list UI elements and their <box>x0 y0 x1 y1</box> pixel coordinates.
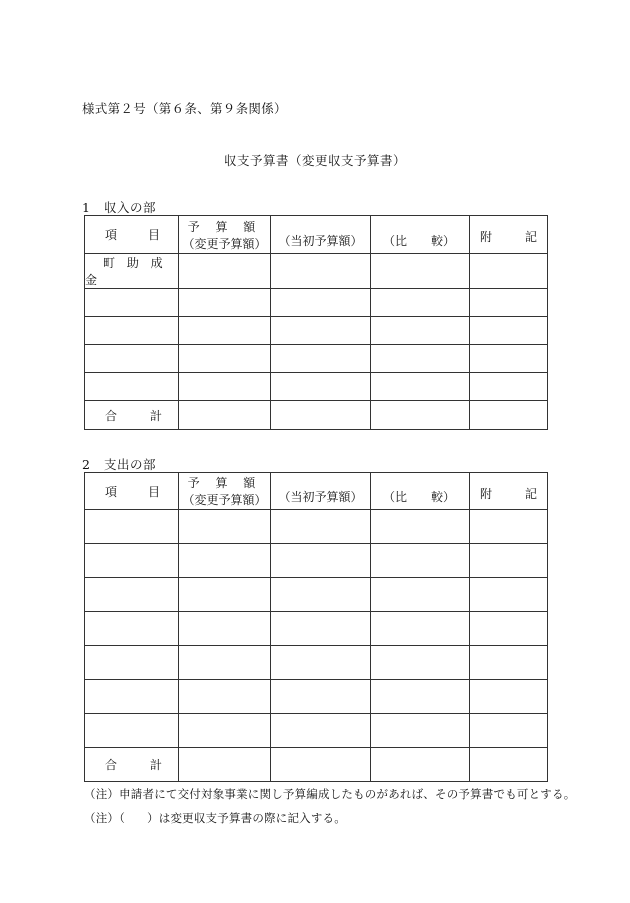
expense-cell[interactable] <box>271 578 371 612</box>
expense-cell[interactable] <box>371 646 470 680</box>
header-comparison: （比 較） <box>371 473 470 510</box>
header-original-budget: （当初予算額） <box>271 216 371 254</box>
expense-cell[interactable] <box>271 612 371 646</box>
income-section-heading <box>82 198 156 216</box>
income-cell[interactable] <box>179 317 271 345</box>
income-cell[interactable] <box>85 345 179 373</box>
income-header-row <box>85 216 548 254</box>
expense-cell[interactable] <box>371 510 470 544</box>
header-budget-amount: 予 算 額 （変更予算額） <box>179 473 271 510</box>
income-total-cell[interactable] <box>271 401 371 430</box>
expense-cell[interactable] <box>85 510 179 544</box>
expense-row <box>85 680 548 714</box>
expense-total-cell[interactable] <box>470 748 548 782</box>
header-notes: 附 記 <box>470 216 548 254</box>
expense-cell[interactable] <box>371 612 470 646</box>
form-number: 様式第２号（第６条、第９条関係） <box>82 101 287 116</box>
expense-row <box>85 612 548 646</box>
expense-cell[interactable] <box>470 646 548 680</box>
income-cell[interactable] <box>470 373 548 401</box>
expense-row <box>85 646 548 680</box>
expense-section-number: 2 <box>82 457 91 472</box>
expense-row <box>85 510 548 544</box>
income-row <box>85 254 548 289</box>
income-row <box>85 345 548 373</box>
income-cell[interactable] <box>371 373 470 401</box>
header-original-budget: （当初予算額） <box>271 473 371 510</box>
income-cell[interactable] <box>470 289 548 317</box>
header-notes: 附 記 <box>470 473 548 510</box>
expense-cell[interactable] <box>271 680 371 714</box>
expense-cell[interactable] <box>179 646 271 680</box>
expense-cell[interactable] <box>85 544 179 578</box>
expense-total-row <box>85 748 548 782</box>
income-cell[interactable] <box>271 289 371 317</box>
income-cell[interactable] <box>179 373 271 401</box>
income-cell[interactable] <box>271 254 371 289</box>
expense-cell[interactable] <box>179 578 271 612</box>
income-total-cell[interactable] <box>470 401 548 430</box>
income-total-cell[interactable] <box>371 401 470 430</box>
income-row <box>85 373 548 401</box>
expense-cell[interactable] <box>371 544 470 578</box>
income-cell[interactable] <box>179 254 271 289</box>
expense-cell[interactable] <box>470 680 548 714</box>
expense-total-cell[interactable] <box>371 748 470 782</box>
expense-cell[interactable] <box>179 544 271 578</box>
income-row-label: 町 助 成 金 <box>85 254 179 289</box>
footnote-2: （注）（ ）は変更収支予算書の際に記入する。 <box>84 811 346 825</box>
income-section-number: 1 <box>82 200 91 215</box>
income-cell[interactable] <box>271 373 371 401</box>
expense-cell[interactable] <box>271 646 371 680</box>
income-table <box>84 215 548 430</box>
header-item: 項 目 <box>85 473 179 510</box>
income-cell[interactable] <box>470 345 548 373</box>
income-cell[interactable] <box>470 254 548 289</box>
expense-total-cell[interactable] <box>271 748 371 782</box>
expense-cell[interactable] <box>371 680 470 714</box>
header-comparison: （比 較） <box>371 216 470 254</box>
expense-cell[interactable] <box>470 578 548 612</box>
expense-cell[interactable] <box>470 510 548 544</box>
expense-cell[interactable] <box>271 714 371 748</box>
income-cell[interactable] <box>371 254 470 289</box>
expense-cell[interactable] <box>179 612 271 646</box>
income-cell[interactable] <box>371 317 470 345</box>
income-section-label: 収入の部 <box>104 200 157 215</box>
income-cell[interactable] <box>271 317 371 345</box>
income-cell[interactable] <box>271 345 371 373</box>
expense-cell[interactable] <box>85 646 179 680</box>
expense-row <box>85 544 548 578</box>
expense-cell[interactable] <box>371 578 470 612</box>
income-cell[interactable] <box>85 289 179 317</box>
income-cell[interactable] <box>470 317 548 345</box>
expense-cell[interactable] <box>179 510 271 544</box>
income-cell[interactable] <box>179 345 271 373</box>
header-item: 項 目 <box>85 216 179 254</box>
income-cell[interactable] <box>179 289 271 317</box>
income-cell[interactable] <box>85 317 179 345</box>
expense-cell[interactable] <box>470 544 548 578</box>
expense-header-row <box>85 473 548 510</box>
income-cell[interactable] <box>371 345 470 373</box>
expense-cell[interactable] <box>470 714 548 748</box>
header-budget-amount: 予 算 額 （変更予算額） <box>179 216 271 254</box>
expense-cell[interactable] <box>470 612 548 646</box>
income-total-row <box>85 401 548 430</box>
expense-cell[interactable] <box>179 680 271 714</box>
expense-cell[interactable] <box>179 714 271 748</box>
expense-cell[interactable] <box>85 680 179 714</box>
expense-section-heading <box>82 455 156 473</box>
income-row <box>85 289 548 317</box>
footnote-1: （注）申請者にて交付対象事業に関し予算編成したものがあれば、その予算書でも可とする。 <box>84 787 576 801</box>
expense-total-label: 合 計 <box>85 748 179 782</box>
expense-row <box>85 714 548 748</box>
expense-cell[interactable] <box>85 714 179 748</box>
income-cell[interactable] <box>371 289 470 317</box>
expense-section-label: 支出の部 <box>104 457 157 472</box>
income-total-label: 合 計 <box>85 401 179 430</box>
income-total-cell[interactable] <box>179 401 271 430</box>
income-cell[interactable] <box>85 373 179 401</box>
expense-cell[interactable] <box>271 544 371 578</box>
document-title: 収支予算書（変更収支予算書） <box>223 153 406 168</box>
income-row <box>85 317 548 345</box>
expense-cell[interactable] <box>85 612 179 646</box>
expense-total-cell[interactable] <box>179 748 271 782</box>
expense-cell[interactable] <box>85 578 179 612</box>
expense-row <box>85 578 548 612</box>
expense-cell[interactable] <box>371 714 470 748</box>
expense-cell[interactable] <box>271 510 371 544</box>
expense-table <box>84 472 548 782</box>
